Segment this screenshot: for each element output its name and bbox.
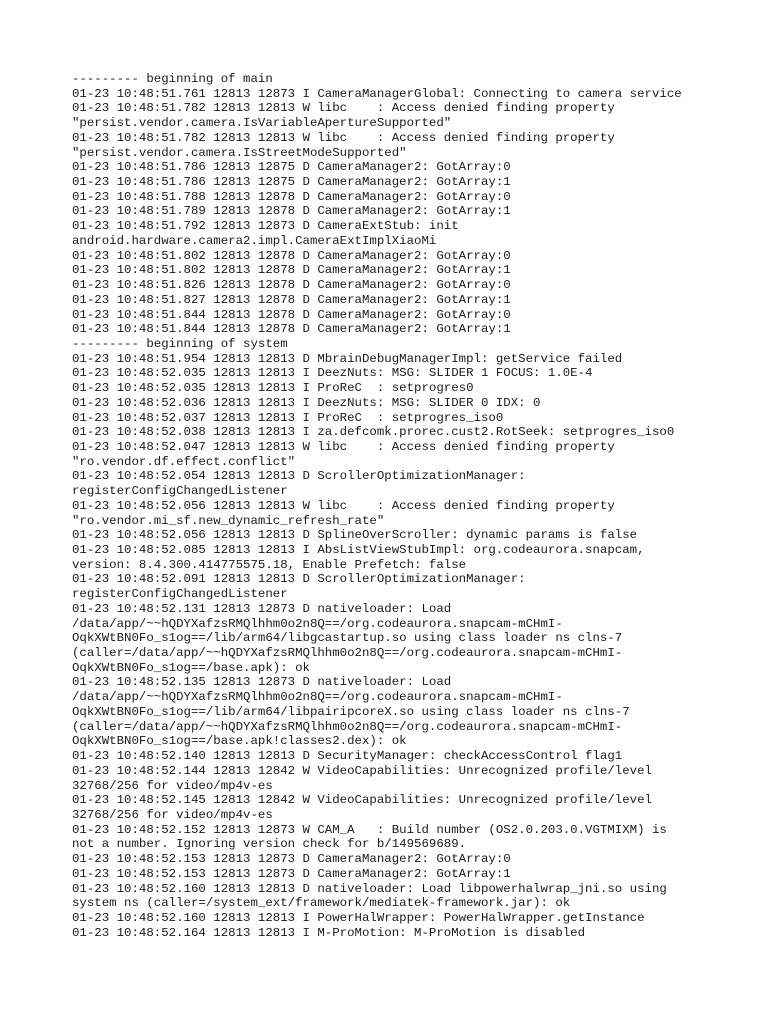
log-line: 32768/256 for video/mp4v-es (72, 778, 273, 793)
log-line: 01-23 10:48:52.153 12813 12873 D CameraManager2: GotArray:1 (72, 866, 511, 881)
log-line: (caller=/data/app/~~hQDYXafzsRMQlhhm0o2n8Q==/org.codeaurora.snapcam-mCHmI- (72, 646, 623, 661)
log-line: 01-23 10:48:52.035 12813 12813 I ProReC : setprogres0 (72, 381, 474, 396)
log-line: not a number. Ignoring version check for b/149569689. (72, 837, 467, 852)
log-line: OqkXWtBN0Fo_s1og==/base.apk): ok (72, 660, 310, 675)
log-line: android.hardware.camera2.impl.CameraExtImplXiaoMi (72, 233, 437, 248)
log-line: version: 8.4.300.414775575.18, Enable Prefetch: false (72, 557, 467, 572)
log-line: 01-23 10:48:52.131 12813 12873 D nativeloader: Load (72, 601, 452, 616)
log-line: 01-23 10:48:51.802 12813 12878 D CameraManager2: GotArray:1 (72, 263, 511, 278)
log-line: OqkXWtBN0Fo_s1og==/lib/arm64/libgcastartup.so using class loader ns clns-7 (72, 631, 623, 646)
log-line: --------- beginning of system (72, 336, 288, 351)
log-line: 01-23 10:48:52.037 12813 12813 I ProReC : setprogres_iso0 (72, 410, 504, 425)
log-line: 01-23 10:48:51.954 12813 12813 D MbrainDebugManagerImpl: getService failed (72, 351, 623, 366)
log-line: 01-23 10:48:51.827 12813 12878 D CameraManager2: GotArray:1 (72, 292, 511, 307)
log-line: 01-23 10:48:52.091 12813 12813 D ScrollerOptimizationManager: (72, 572, 526, 587)
log-line: 01-23 10:48:52.056 12813 12813 D SplineOverScroller: dynamic params is false (72, 528, 638, 543)
log-line: "persist.vendor.camera.IsVariableApertureSupported" (72, 116, 452, 131)
log-line: 01-23 10:48:51.844 12813 12878 D CameraManager2: GotArray:1 (72, 322, 511, 337)
log-line: 01-23 10:48:51.782 12813 12813 W libc : Access denied finding property (72, 101, 615, 116)
log-line: 01-23 10:48:52.047 12813 12813 W libc : Access denied finding property (72, 439, 615, 454)
log-line: 01-23 10:48:52.153 12813 12873 D CameraManager2: GotArray:0 (72, 852, 511, 867)
log-line: "persist.vendor.camera.IsStreetModeSupported" (72, 145, 407, 160)
log-line: 01-23 10:48:52.054 12813 12813 D ScrollerOptimizationManager: (72, 469, 526, 484)
log-line: 01-23 10:48:52.140 12813 12813 D SecurityManager: checkAccessControl flag1 (72, 749, 623, 764)
log-line: 01-23 10:48:51.844 12813 12878 D CameraManager2: GotArray:0 (72, 307, 511, 322)
log-text (72, 72, 702, 940)
log-line: 01-23 10:48:52.164 12813 12813 I M-ProMotion: M-ProMotion is disabled (72, 925, 586, 940)
log-line: 01-23 10:48:51.761 12813 12873 I CameraManagerGlobal: Connecting to camera service (72, 86, 682, 101)
log-line: 01-23 10:48:51.789 12813 12878 D CameraManager2: GotArray:1 (72, 204, 511, 219)
log-line: registerConfigChangedListener (72, 587, 288, 602)
log-line: 01-23 10:48:52.038 12813 12813 I za.defcomk.prorec.cust2.RotSeek: setprogres_iso0 (72, 425, 675, 440)
log-line: 01-23 10:48:52.160 12813 12813 D nativeloader: Load libpowerhalwrap_jni.so using (72, 881, 667, 896)
log-line: 01-23 10:48:52.085 12813 12813 I AbsListViewStubImpl: org.codeaurora.snapcam, (72, 543, 645, 557)
log-line: 01-23 10:48:51.786 12813 12875 D CameraManager2: GotArray:0 (72, 160, 511, 175)
log-line: 01-23 10:48:51.802 12813 12878 D CameraManager2: GotArray:0 (72, 248, 511, 263)
log-line: system ns (caller=/system_ext/framework/mediatek-framework.jar): ok (72, 896, 571, 911)
log-line: "ro.vendor.df.effect.conflict" (72, 454, 296, 469)
log-line: registerConfigChangedListener (72, 484, 288, 499)
log-line: 01-23 10:48:52.035 12813 12813 I DeezNuts: MSG: SLIDER 1 FOCUS: 1.0E-4 (72, 366, 593, 381)
log-line: 01-23 10:48:51.786 12813 12875 D CameraManager2: GotArray:1 (72, 175, 511, 190)
log-line: 01-23 10:48:51.788 12813 12878 D CameraManager2: GotArray:0 (72, 189, 511, 204)
log-line: "ro.vendor.mi_sf.new_dynamic_refresh_rate" (72, 513, 385, 528)
log-line: 01-23 10:48:52.056 12813 12813 W libc : Access denied finding property (72, 498, 615, 513)
log-line: 01-23 10:48:52.036 12813 12813 I DeezNuts: MSG: SLIDER 0 IDX: 0 (72, 395, 541, 410)
log-line: 01-23 10:48:51.826 12813 12878 D CameraManager2: GotArray:0 (72, 278, 511, 293)
log-line: 01-23 10:48:51.782 12813 12813 W libc : Access denied finding property (72, 130, 615, 145)
log-line: /data/app/~~hQDYXafzsRMQlhhm0o2n8Q==/org.codeaurora.snapcam-mCHmI- (72, 690, 563, 705)
log-line: /data/app/~~hQDYXafzsRMQlhhm0o2n8Q==/org.codeaurora.snapcam-mCHmI- (72, 616, 563, 631)
log-line: OqkXWtBN0Fo_s1og==/base.apk!classes2.dex): ok (72, 734, 407, 749)
log-line: 01-23 10:48:52.144 12813 12842 W VideoCapabilities: Unrecognized profile/level (72, 763, 652, 778)
log-line: 01-23 10:48:52.145 12813 12842 W VideoCapabilities: Unrecognized profile/level (72, 793, 652, 808)
log-line: --------- beginning of main (72, 72, 273, 86)
log-line: 32768/256 for video/mp4v-es (72, 807, 273, 822)
log-line: 01-23 10:48:52.135 12813 12873 D nativeloader: Load (72, 675, 452, 690)
log-line: 01-23 10:48:51.792 12813 12873 D CameraExtStub: init (72, 219, 459, 234)
log-line: 01-23 10:48:52.152 12813 12873 W CAM_A : Build number (OS2.0.203.0.VGTMIXM) is (72, 822, 667, 837)
log-line: OqkXWtBN0Fo_s1og==/lib/arm64/libpairipcoreX.so using class loader ns clns-7 (72, 704, 630, 719)
log-line: 01-23 10:48:52.160 12813 12813 I PowerHalWrapper: PowerHalWrapper.getInstance (72, 910, 645, 925)
log-line: (caller=/data/app/~~hQDYXafzsRMQlhhm0o2n8Q==/org.codeaurora.snapcam-mCHmI- (72, 719, 623, 734)
